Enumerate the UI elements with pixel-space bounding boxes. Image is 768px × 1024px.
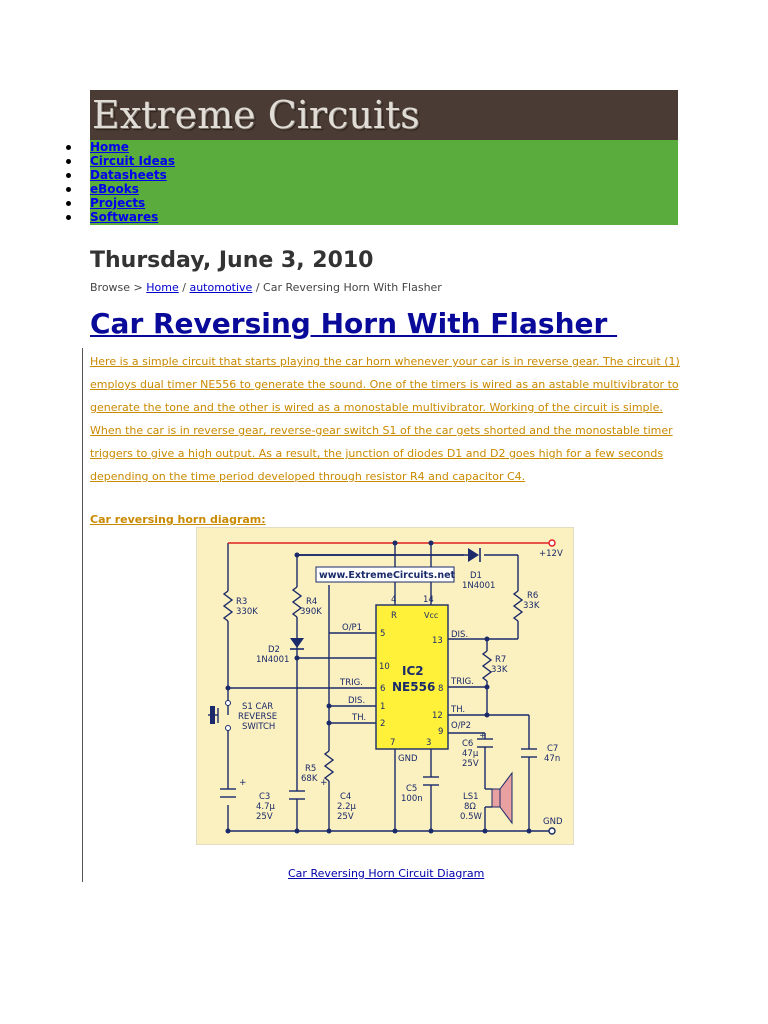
site-header (90, 90, 678, 140)
nav-link-softwares[interactable]: Softwares (90, 210, 159, 224)
nav-item-circuit-ideas[interactable] (90, 154, 678, 168)
pin-label: TRIG. (340, 678, 363, 688)
breadcrumb-prefix: Browse > (90, 281, 143, 294)
breadcrumb-home-link[interactable]: Home (146, 281, 179, 294)
s1-label: S1 CAR (242, 702, 274, 712)
nav-item-ebooks[interactable] (90, 182, 678, 196)
site-logo-title[interactable]: Extreme Circuits (92, 93, 420, 137)
speaker-body-icon (492, 789, 500, 807)
watermark-text: www.ExtremeCircuits.net (319, 570, 456, 581)
pin-label: GND (398, 754, 418, 764)
pin-number: 6 (380, 684, 386, 694)
ls1-label: LS1 (463, 792, 479, 802)
breadcrumb (90, 281, 442, 295)
pin-label: TH. (352, 713, 367, 723)
intro-line: employs dual timer NE556 to generate the sound. One of the timers is wired as an astable multivibrator to (90, 378, 679, 391)
d2-value: 1N4001 (256, 655, 290, 665)
pin-label: DIS. (451, 630, 469, 640)
d1-label: D1 (470, 571, 482, 581)
intro-line: Here is a simple circuit that starts playing the car horn whenever your car is in reverse gear. The circuit (1) (90, 355, 680, 368)
r7-label: R7 (495, 655, 507, 665)
c7-value: 47n (544, 754, 561, 764)
pin-number: 3 (426, 738, 432, 748)
pin-label: R (391, 611, 397, 621)
switch-actuator-icon (210, 706, 215, 724)
post-title[interactable]: Car Reversing Horn With Flasher (90, 307, 618, 340)
d2-label: D2 (268, 645, 280, 655)
pin-number: 14 (423, 595, 434, 605)
pin-label: O/P2 (451, 721, 472, 731)
polarity-mark: + (320, 778, 328, 788)
nav-item-home[interactable] (90, 140, 678, 154)
breadcrumb-category-link[interactable]: automotive (189, 281, 253, 294)
pin-number: 5 (380, 629, 386, 639)
nav-link-circuit-ideas[interactable]: Circuit Ideas (90, 154, 175, 168)
r3-value: 330K (236, 607, 258, 617)
bullet-icon (66, 145, 71, 150)
main-nav (90, 140, 678, 225)
pin-number: 2 (380, 719, 386, 729)
bullet-icon (66, 173, 71, 178)
c5-label: C5 (406, 784, 418, 794)
breadcrumb-separator: / (255, 281, 260, 294)
c4-voltage: 25V (337, 812, 354, 822)
s1-label: REVERSE (238, 712, 278, 722)
pin-label: Vcc (424, 611, 439, 620)
pin-number: 13 (432, 636, 443, 646)
ls1-power: 0.5W (460, 812, 482, 822)
c4-label: C4 (340, 792, 352, 802)
d1-value: 1N4001 (462, 581, 496, 591)
post-intro[interactable] (90, 350, 680, 488)
c3-value: 4.7μ (256, 802, 275, 812)
c4-value: 2.2μ (337, 802, 356, 812)
supply-terminal-icon (549, 540, 555, 546)
intro-line: depending on the time period developed through resistor R4 and capacitor C4. (90, 470, 526, 483)
breadcrumb-current: Car Reversing Horn With Flasher (263, 281, 442, 294)
bullet-icon (66, 215, 71, 220)
circuit-diagram[interactable] (196, 527, 574, 845)
content-divider (82, 348, 83, 882)
c3-voltage: 25V (256, 812, 273, 822)
bullet-icon (66, 159, 71, 164)
pin-label: O/P1 (342, 623, 363, 633)
ic-name-label: IC2 (402, 664, 424, 678)
c5-value: 100n (401, 794, 423, 804)
breadcrumb-separator: / (182, 281, 186, 294)
pin-number: 8 (438, 684, 444, 694)
s1-label: SWITCH (242, 722, 276, 732)
intro-line: generate the tone and the other is wired as a monostable multivibrator. Working of the circuit is simple. (90, 401, 663, 414)
ground-terminal-icon (549, 828, 555, 834)
diagram-caption-link[interactable]: Car Reversing Horn Circuit Diagram (288, 867, 485, 880)
post-date: Thursday, June 3, 2010 (90, 248, 374, 273)
pin-label: DIS. (348, 696, 366, 706)
pin-number: 10 (379, 662, 390, 672)
pin-number: 9 (438, 727, 444, 737)
pin-label: TRIG. (451, 677, 474, 687)
r6-value: 33K (523, 601, 540, 611)
intro-line: When the car is in reverse gear, reverse-gear switch S1 of the car gets shorted and the monostable timer (90, 424, 673, 437)
r6-label: R6 (527, 591, 539, 601)
nav-item-projects[interactable] (90, 196, 678, 210)
r5-label: R5 (305, 764, 317, 774)
ls1-value: 8Ω (464, 802, 476, 812)
pin-number: 4 (391, 595, 397, 605)
r5-value: 68K (301, 774, 318, 784)
r4-label: R4 (306, 597, 318, 607)
pin-number: 1 (380, 702, 386, 712)
c7-label: C7 (547, 744, 559, 754)
nav-link-ebooks[interactable]: eBooks (90, 182, 139, 196)
nav-link-projects[interactable]: Projects (90, 196, 146, 210)
c3-label: C3 (259, 792, 271, 802)
supply-label: +12V (539, 549, 563, 559)
c6-voltage: 25V (462, 759, 479, 769)
intro-line: triggers to give a high output. As a result, the junction of diodes D1 and D2 goes high for a few seconds (90, 447, 664, 460)
pin-label: TH. (451, 705, 466, 715)
polarity-mark: + (239, 778, 247, 788)
ic-part-label: NE556 (392, 680, 436, 694)
circuit-diagram-svg (196, 527, 574, 845)
switch-contact-icon (226, 701, 231, 706)
nav-item-softwares[interactable] (90, 210, 678, 224)
bullet-icon (66, 201, 71, 206)
nav-item-datasheets[interactable] (90, 168, 678, 182)
c6-value: 47μ (462, 749, 479, 759)
switch-contact-icon (226, 726, 231, 731)
pin-number: 7 (390, 738, 396, 748)
nav-link-home[interactable]: Home (90, 140, 129, 154)
polarity-mark: + (479, 731, 487, 741)
ground-label: GND (543, 817, 563, 827)
c6-label: C6 (462, 739, 474, 749)
r4-value: 390K (300, 607, 322, 617)
pin-number: 12 (432, 711, 443, 721)
r3-label: R3 (236, 597, 248, 607)
nav-link-datasheets[interactable]: Datasheets (90, 168, 167, 182)
bullet-icon (66, 187, 71, 192)
diagram-heading[interactable]: Car reversing horn diagram: (90, 513, 266, 526)
r7-value: 33K (491, 665, 508, 675)
